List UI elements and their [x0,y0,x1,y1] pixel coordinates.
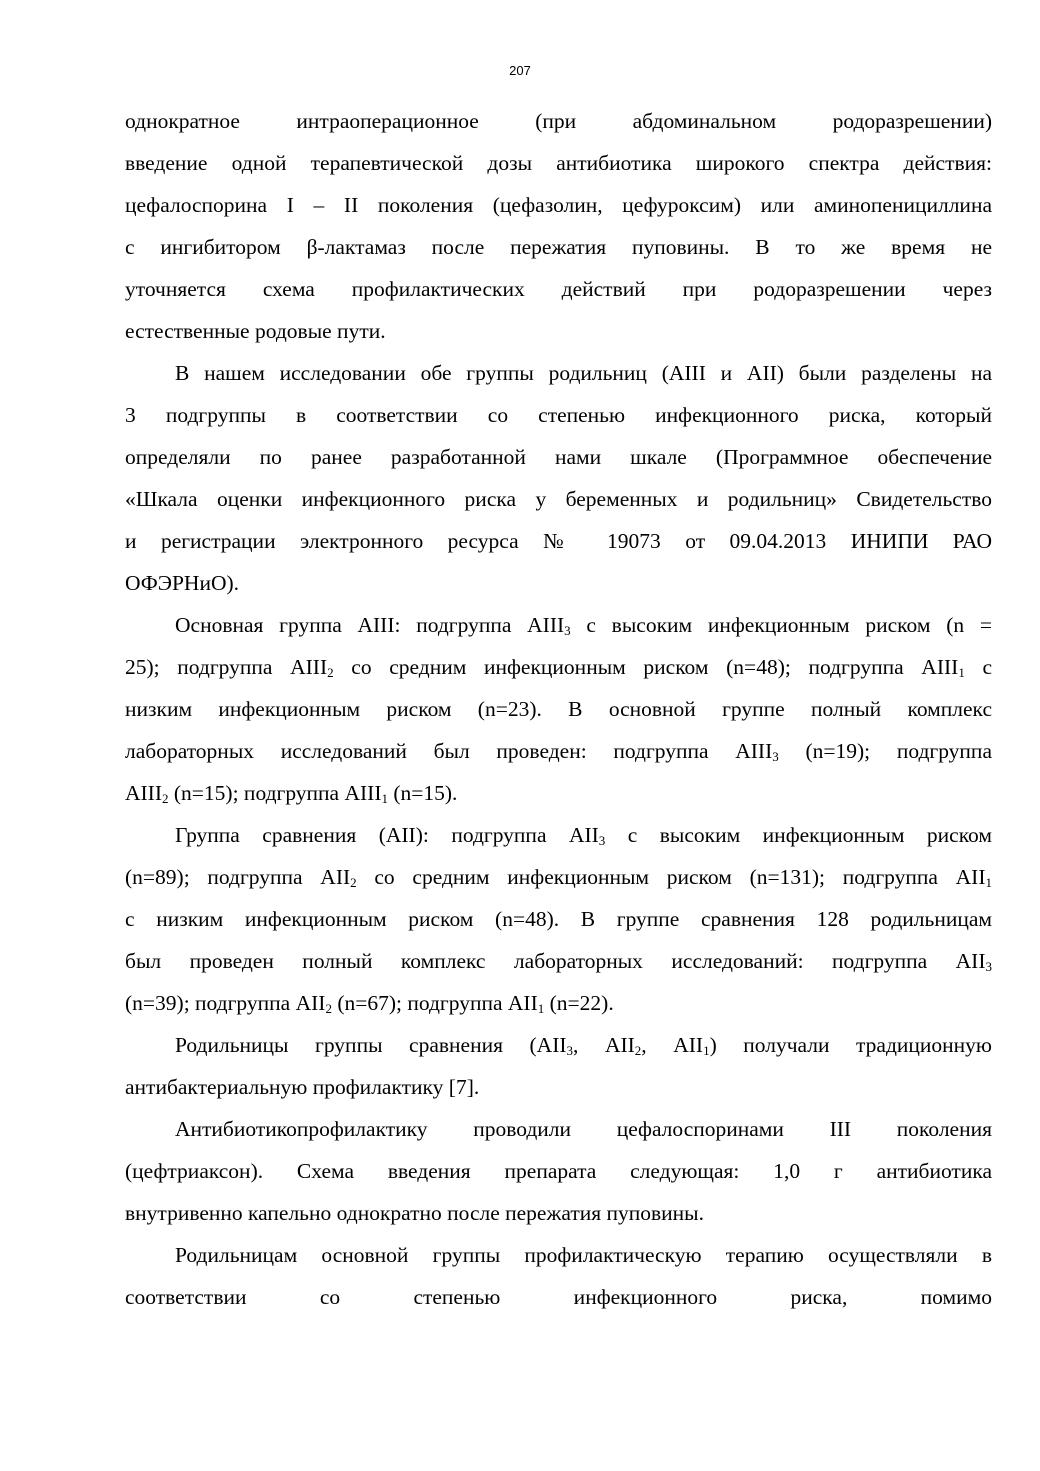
text-segment: (n=89); подгруппа АII [125,865,351,889]
text-line: антибактериальную профилактику [7]. [125,1075,480,1099]
paragraph [125,100,992,352]
text-segment: (n=39); подгруппа АII [125,991,326,1015]
text-line [125,1234,992,1276]
subscript: 1 [381,791,388,806]
text-line: уточняется схема профилактических действий при родоразрешении через [125,277,992,301]
text-segment: Родильницы группы сравнения (АII [175,1033,567,1057]
subscript: 1 [985,875,992,890]
text-line-content: Антибиотикопрофилактику проводили цефалоспоринами III поколения [175,1117,992,1141]
text-line [125,1024,992,1066]
subscript: 2 [327,665,334,680]
subscript: 3 [772,749,779,764]
text-line [125,940,992,982]
text-line [125,1108,992,1150]
text-line [125,604,992,646]
subscript: 2 [325,1001,332,1016]
text-segment: со средним инфекционным риском (n=131); подгруппа АII [356,865,986,889]
subscript: 3 [598,833,606,848]
text-segment: Группа сравнения (АII): подгруппа АII [175,823,599,847]
text-line: с ингибитором β-лактамаз после пережатия пуповины. В то же время не [125,235,992,259]
subscript: 1 [703,1043,710,1058]
text-segment: с высоким инфекционным риском (n = [570,613,992,637]
text-segment: (n=15). [387,781,458,805]
subscript: 2 [350,875,357,890]
text-segment: с высоким инфекционным риском [605,823,992,847]
text-line: соответствии со степенью инфекционного риска, помимо [125,1285,992,1309]
subscript: 2 [634,1043,642,1058]
paragraph [125,1234,992,1318]
text-segment: , АII [641,1033,704,1057]
text-line: цефалоспорина I – II поколения (цефазолин, цефуроксим) или аминопенициллина [125,193,992,217]
text-segment: Основная группа АIII: подгруппа АIII [175,613,565,637]
paragraph [125,1024,992,1108]
page-number: 207 [509,63,531,78]
text-segment: , АII [573,1033,635,1057]
paragraph [125,1108,992,1234]
text-line: ОФЭРНиО). [125,571,240,595]
subscript: 2 [162,791,169,806]
subscript: 1 [537,1001,545,1016]
text-segment: был проведен полный комплекс лабораторных исследований: подгруппа АII [125,949,986,973]
text-segment: (n=22). [544,991,614,1015]
text-line: (цефтриаксон). Схема введения препарата следующая: 1,0 г антибиотика [125,1159,992,1183]
text-line-content: В нашем исследовании обе группы родильниц (АIII и АII) были разделены на [175,361,992,385]
text-line [125,772,992,814]
text-segment: (n=67); подгруппа АII [331,991,538,1015]
subscript: 3 [566,1043,574,1058]
text-line: введение одной терапевтической дозы антибиотика широкого спектра действия: [125,151,992,175]
text-line: «Шкала оценки инфекционного риска у беременных и родильниц» Свидетельство [125,487,992,511]
text-line: и регистрации электронного ресурса № 19073 от 09.04.2013 ИНИПИ РАО [125,529,992,553]
text-line: естественные родовые пути. [125,319,386,343]
subscript: 1 [958,665,965,680]
text-segment: со средним инфекционным риском (n=48); подгруппа АIII [333,655,959,679]
text-segment: 25); подгруппа АIII [125,655,328,679]
subscript: 3 [985,959,992,974]
text-line: низким инфекционным риском (n=23). В основной группе полный комплекс [125,697,992,721]
text-line [125,646,992,688]
text-segment: (n=19); подгруппа [778,739,992,763]
text-line [125,352,992,394]
text-segment: с [964,655,993,679]
text-line [125,982,992,1024]
text-line [125,730,992,772]
text-line-content: Родильницам основной группы профилактическую терапию осуществляли в [175,1243,992,1267]
text-segment: лабораторных исследований был проведен: подгруппа АIII [125,739,773,763]
text-line [125,856,992,898]
text-line [125,814,992,856]
text-line: внутривенно капельно однократно после пережатия пуповины. [125,1201,704,1225]
paragraph [125,352,992,604]
paragraph [125,814,992,1024]
text-segment: (n=15); подгруппа АIII [168,781,382,805]
text-line: с низким инфекционным риском (n=48). В группе сравнения 128 родильницам [125,907,992,931]
text-line: определяли по ранее разработанной нами шкале (Программное обеспечение [125,445,992,469]
subscript: 3 [564,623,571,638]
text-segment: ) получали традиционную [709,1033,992,1057]
paragraph [125,604,992,814]
text-body [125,100,992,1318]
text-segment: АIII [125,781,163,805]
text-line: однократное интраоперационное (при абдоминальном родоразрешении) [125,109,992,133]
text-line: 3 подгруппы в соответствии со степенью инфекционного риска, который [125,403,992,427]
